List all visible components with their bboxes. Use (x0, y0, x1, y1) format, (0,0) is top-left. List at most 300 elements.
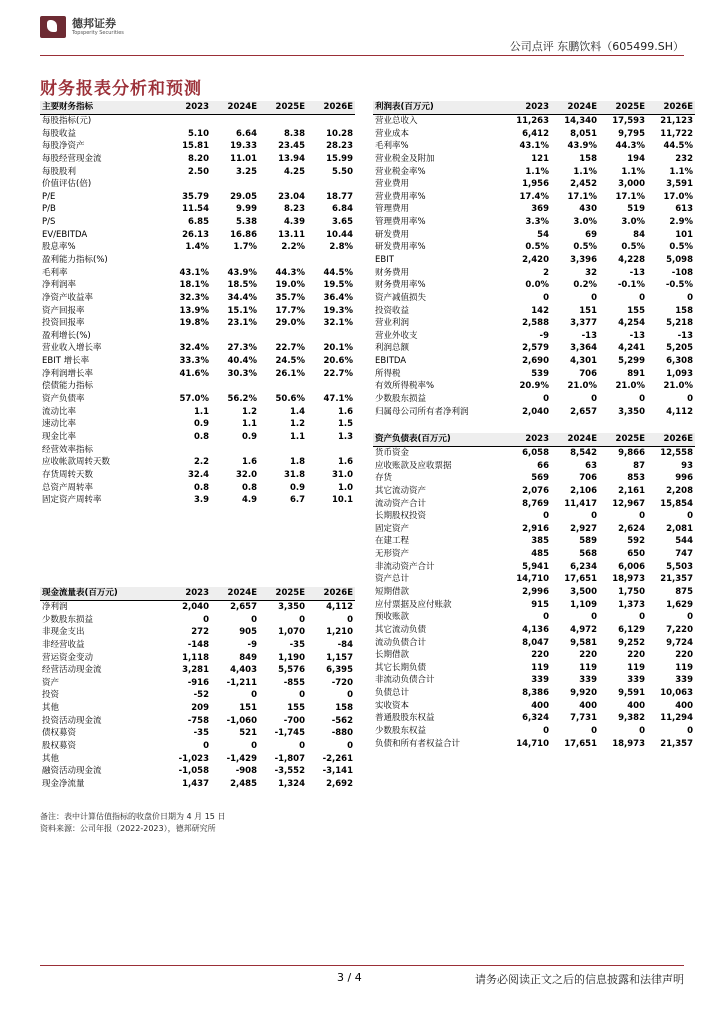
cell-value: 4.9 (241, 495, 257, 506)
cell-value (211, 254, 259, 267)
cell-value: 6,412 (522, 128, 549, 139)
cell-value: 34.4% (227, 292, 257, 303)
table-row (373, 178, 695, 191)
cell-value: 2,588 (522, 318, 549, 329)
cell-value: 1,373 (618, 599, 645, 610)
logo-icon (40, 16, 66, 38)
cell-value: -1,060 (226, 715, 257, 726)
row-label: 固定资产周转率 (42, 495, 102, 506)
row-label: 负债和所有者权益合计 (375, 738, 461, 749)
cell-value (307, 178, 355, 191)
cell-value: -720 (331, 677, 353, 688)
cell-value: 3.3% (525, 217, 549, 228)
cell-value: 10,063 (660, 688, 693, 699)
cell-value: 151 (579, 305, 597, 316)
cell-value: 93 (681, 460, 693, 471)
row-label: 负债总计 (375, 688, 410, 699)
cell-value: 4,112 (666, 406, 693, 417)
cell-value: 1.5 (337, 419, 353, 430)
cell-value: 31.0 (332, 469, 353, 480)
cell-value: 33.3% (179, 356, 209, 367)
cell-value: 18.1% (179, 280, 209, 291)
row-label: 非流动负债合计 (375, 675, 435, 686)
note-line: 备注：表中计算估值指标的收盘价日期为 4 月 15 日 (40, 812, 226, 821)
cell-value: 0 (591, 511, 597, 522)
table-row (40, 241, 355, 254)
cell-value: 0.5% (621, 242, 645, 253)
cell-value: 3,396 (570, 255, 597, 265)
cell-value: 19.0% (275, 280, 305, 291)
cell-value: 0.8 (241, 482, 257, 493)
table-row (40, 203, 355, 216)
cell-value: 0 (639, 726, 645, 737)
row-label: 研发费用率% (375, 242, 426, 253)
cell-value: 19.8% (179, 318, 209, 329)
cell-value: 119 (579, 662, 597, 673)
table-row (40, 639, 355, 652)
cell-value: 5,503 (666, 561, 693, 572)
cell-value: 0 (203, 741, 209, 751)
cell-value: 18,973 (612, 574, 645, 585)
cell-value: 56.2% (227, 394, 257, 405)
cell-value (163, 330, 211, 343)
row-label: 管理费用 (375, 204, 410, 215)
table-row (40, 676, 355, 689)
page-number: 3 / 4 (337, 971, 362, 984)
cell-value: 0.0% (525, 280, 549, 291)
table-row (40, 689, 355, 702)
row-label: 营业税金率% (375, 166, 426, 177)
cell-value: 26.1% (275, 368, 305, 379)
cell-value: 650 (627, 549, 645, 560)
cell-value: 1,629 (666, 599, 693, 610)
page-title: 财务报表分析和预测 (40, 79, 202, 99)
cell-value: 3,350 (618, 406, 645, 417)
row-label: 净利润 (42, 601, 68, 612)
row-label: 总资产周转率 (42, 482, 94, 493)
cell-value: 6,308 (666, 356, 693, 367)
cell-value: 121 (531, 153, 549, 164)
cell-value: 17,593 (612, 115, 645, 126)
cell-value: 3.25 (236, 166, 257, 177)
cell-value: 27.3% (227, 343, 257, 354)
year-header: 2026E (307, 101, 355, 114)
table-row (373, 254, 695, 267)
disclaimer: 请务必阅读正文之后的信息披露和法律声明 (475, 973, 684, 986)
cell-value: 400 (579, 700, 597, 711)
cell-value: 1.2 (241, 406, 257, 417)
cell-value: 0 (591, 726, 597, 737)
year-header: 2023 (503, 101, 551, 114)
cell-value: 5,218 (666, 318, 693, 329)
report-header: 公司点评 东鹏饮料（605499.SH） (509, 40, 684, 53)
cell-value: 50.6% (275, 394, 305, 405)
row-label: 财务费用 (375, 267, 410, 278)
row-label: 经营活动现金流 (42, 665, 102, 676)
row-label: 营业总收入 (375, 115, 418, 126)
cell-value: -758 (187, 715, 209, 726)
cell-value (259, 178, 307, 191)
row-label: 经营效率指标 (42, 444, 94, 455)
cell-value: 1.6 (337, 457, 353, 468)
row-label: 每股净资产 (42, 141, 85, 152)
cell-value: 23.04 (278, 191, 305, 202)
cell-value: 13.11 (278, 229, 305, 240)
cell-value: 519 (627, 204, 645, 215)
row-label: EBIT (375, 255, 394, 265)
cell-value: 220 (675, 650, 693, 661)
row-label: 管理费用率% (375, 217, 426, 228)
row-label: 长期借款 (375, 650, 410, 661)
cell-value: 2.8% (329, 242, 353, 253)
year-header: 2025E (259, 587, 307, 600)
table-title: 现金流量表(百万元) (40, 587, 163, 600)
table-title: 利润表(百万元) (373, 101, 503, 114)
table-row (40, 254, 355, 267)
table-row (40, 380, 355, 393)
table-row (40, 494, 355, 507)
cell-value: 430 (579, 204, 597, 215)
cell-value: 15,854 (660, 498, 693, 509)
cell-value: 26.13 (182, 229, 209, 240)
cell-value: 0 (347, 614, 353, 625)
cell-value: 3,591 (666, 179, 693, 190)
cell-value: -3,552 (274, 766, 305, 777)
cell-value: 9,724 (666, 637, 693, 648)
row-label: 偿债能力指标 (42, 381, 94, 392)
cell-value: 232 (675, 153, 693, 164)
table-row (40, 304, 355, 317)
logo-name: 德邦证券 (72, 16, 116, 30)
row-label: 债权募资 (42, 728, 77, 739)
cell-value (211, 443, 259, 456)
row-label: P/S (42, 217, 56, 228)
cell-value: 19.5% (323, 280, 353, 291)
notes (40, 811, 225, 835)
row-label: 在建工程 (375, 536, 410, 547)
table-row (40, 765, 355, 778)
cell-value: 400 (675, 700, 693, 711)
table-row (373, 712, 695, 725)
row-label: 货币资金 (375, 447, 410, 458)
cell-value: 21,357 (660, 738, 693, 749)
table-header-row (40, 587, 355, 600)
cell-value: 0 (687, 511, 693, 522)
cell-value: 10.28 (326, 128, 353, 139)
cell-value: 2,657 (570, 406, 597, 417)
cell-value: 2,040 (522, 406, 549, 417)
cell-value: 30.3% (227, 368, 257, 379)
table-title: 资产负债表(百万元) (373, 433, 503, 446)
table-row (40, 279, 355, 292)
cell-value: -855 (283, 677, 305, 688)
cell-value: 0 (251, 741, 257, 751)
cell-value: 1.1 (241, 419, 257, 430)
row-label: 应收账款及应收票据 (375, 460, 452, 471)
cell-value: 3,350 (278, 601, 305, 612)
cell-value: 35.79 (182, 191, 209, 202)
cell-value: 2.2% (281, 242, 305, 253)
cell-value (259, 380, 307, 393)
cell-value: -3,141 (322, 766, 353, 777)
cell-value: 0.8 (193, 482, 209, 493)
cell-value (211, 114, 259, 127)
cell-value: 155 (627, 305, 645, 316)
cell-value: 1.1% (573, 166, 597, 177)
cell-value: 44.5% (663, 141, 693, 152)
cell-value: -562 (331, 715, 353, 726)
table-row (40, 443, 355, 456)
cell-value: 0.9 (193, 419, 209, 430)
row-label: 投资收益 (375, 305, 410, 316)
cell-value (307, 330, 355, 343)
cell-value (259, 443, 307, 456)
row-label: 投资回报率 (42, 318, 85, 329)
row-label: 少数股东损益 (42, 614, 94, 625)
cell-value: 0.5% (525, 242, 549, 253)
table-row (373, 510, 695, 523)
cell-value: 0 (687, 726, 693, 737)
cell-value: 14,710 (516, 738, 549, 749)
row-label: 资产回报率 (42, 305, 85, 316)
table-row (373, 699, 695, 712)
table-row (373, 737, 695, 750)
cell-value: 2,076 (522, 485, 549, 496)
table-row (373, 674, 695, 687)
row-label: 其他 (42, 703, 60, 714)
cell-value: 17.0% (663, 191, 693, 202)
cell-value: 24.5% (275, 356, 305, 367)
cell-value: 0.5% (573, 242, 597, 253)
cell-value: 21,123 (660, 115, 693, 126)
cell-value: 613 (675, 204, 693, 215)
cell-value: 2,452 (570, 179, 597, 190)
cell-value: 0 (687, 292, 693, 303)
cell-value: 544 (675, 536, 693, 547)
cell-value (259, 254, 307, 267)
row-label: 盈利能力指标(%) (42, 255, 108, 265)
cell-value: 209 (191, 703, 209, 714)
row-label: 固定资产 (375, 523, 410, 534)
cell-value: 155 (287, 703, 305, 714)
table-row (40, 727, 355, 740)
year-header: 2026E (647, 101, 695, 114)
row-label: 营业外收支 (375, 330, 418, 341)
cell-value: 2,579 (522, 343, 549, 354)
cell-value: 9,920 (570, 688, 597, 699)
cell-value: 15.99 (326, 153, 353, 164)
cell-value: 5,576 (278, 665, 305, 676)
cell-value: 5.50 (332, 166, 353, 177)
row-label: 普通股股东权益 (375, 713, 435, 724)
cell-value: 119 (675, 662, 693, 673)
table-row (40, 626, 355, 639)
table-row (40, 600, 355, 613)
table-row (40, 456, 355, 469)
cell-value: 996 (675, 473, 693, 484)
row-label: 资产总计 (375, 574, 410, 585)
cell-value: 891 (627, 368, 645, 379)
cell-value (259, 330, 307, 343)
cell-value (211, 380, 259, 393)
table-row (40, 228, 355, 241)
table-row (373, 687, 695, 700)
table-row (373, 330, 695, 343)
row-label: EV/EBITDA (42, 229, 88, 240)
cell-value: 1.2 (289, 419, 305, 430)
cell-value: 539 (531, 368, 549, 379)
row-label: 资产负债率 (42, 394, 85, 405)
row-label: 存货 (375, 473, 393, 484)
cell-value: 66 (537, 460, 549, 471)
cell-value: 21.0% (663, 381, 693, 392)
cell-value: 849 (239, 652, 257, 663)
row-label: 现金比率 (42, 431, 77, 442)
cell-value: 0 (591, 292, 597, 303)
footer-divider (40, 965, 684, 966)
table-row (373, 266, 695, 279)
cell-value: 339 (627, 675, 645, 686)
row-label: EBITDA (375, 356, 407, 367)
year-header: 2026E (647, 433, 695, 446)
cell-value: 28.23 (326, 141, 353, 152)
cell-value: 3,281 (182, 665, 209, 676)
cell-value: 17,651 (564, 738, 597, 749)
cell-value: -700 (283, 715, 305, 726)
cell-value: -13 (629, 267, 645, 278)
cell-value: 0 (639, 292, 645, 303)
row-label: 实收资本 (375, 700, 410, 711)
cell-value: 2 (543, 267, 549, 278)
cell-value: 2,657 (230, 601, 257, 612)
cell-value: 0.8 (193, 431, 209, 442)
cell-value: 44.3% (615, 141, 645, 152)
row-label: 现金净流量 (42, 778, 85, 789)
cell-value: 3,377 (570, 318, 597, 329)
table-row (373, 380, 695, 393)
cell-value: -1,807 (274, 753, 305, 764)
cell-value: 3.0% (621, 217, 645, 228)
cell-value: -9 (247, 639, 257, 650)
cell-value: 1.0 (337, 482, 353, 493)
table-row (40, 330, 355, 343)
cell-value: 5,299 (618, 356, 645, 367)
cell-value: 220 (579, 650, 597, 661)
cell-value: 2.9% (669, 217, 693, 228)
table-row (373, 497, 695, 510)
cell-value: 339 (579, 675, 597, 686)
cell-value: 220 (531, 650, 549, 661)
cell-value: 4,301 (570, 356, 597, 367)
cell-value: 0 (543, 726, 549, 737)
cell-value: 0 (591, 612, 597, 623)
cell-value: 32.1% (323, 318, 353, 329)
cell-value: 0 (299, 690, 305, 701)
cell-value: 17.4% (519, 191, 549, 202)
cell-value (259, 114, 307, 127)
row-label: 营业费用 (375, 179, 410, 190)
cell-value: 6,234 (570, 561, 597, 572)
year-header: 2025E (599, 101, 647, 114)
cell-value: 1.8 (289, 457, 305, 468)
cell-value: 706 (579, 368, 597, 379)
row-label: 财务费用率% (375, 280, 426, 291)
table-row (40, 740, 355, 753)
cell-value: 40.4% (227, 356, 257, 367)
cell-value: 905 (239, 627, 257, 638)
cell-value: 369 (531, 204, 549, 215)
cell-value (163, 443, 211, 456)
table-row (40, 165, 355, 178)
table-row (373, 649, 695, 662)
row-label: 存货周转天数 (42, 469, 94, 480)
table-row (373, 624, 695, 637)
cell-value: 521 (239, 728, 257, 739)
table-row (373, 662, 695, 675)
cell-value: 9,795 (618, 128, 645, 139)
cell-value: 44.3% (275, 267, 305, 278)
table-row (40, 431, 355, 444)
cell-value: 21,357 (660, 574, 693, 585)
cell-value: 32.3% (179, 292, 209, 303)
table-row (373, 586, 695, 599)
row-label: 流动资产合计 (375, 498, 427, 509)
row-label: 短期借款 (375, 587, 410, 597)
table-row (373, 636, 695, 649)
cell-value: 0 (591, 394, 597, 405)
cell-value: 0.9 (289, 482, 305, 493)
cell-value: 2,081 (666, 523, 693, 534)
year-header: 2024E (211, 587, 259, 600)
row-label: 资产减值损失 (375, 292, 427, 303)
row-label: 流动比率 (42, 406, 77, 417)
row-label: 有效所得税率% (375, 381, 435, 392)
cell-value: 1,750 (618, 587, 645, 597)
cell-value: 2,624 (618, 523, 645, 534)
row-label: 长期股权投资 (375, 511, 427, 522)
cell-value: 0 (347, 741, 353, 751)
row-label: 净利润率 (42, 280, 77, 291)
row-label: 股息率% (42, 242, 76, 253)
cell-value: -1,429 (226, 753, 257, 764)
cell-value: 0 (251, 614, 257, 625)
cell-value: 22.7% (275, 343, 305, 354)
cell-value: 22.7% (323, 368, 353, 379)
cell-value: 0 (203, 614, 209, 625)
row-label: 无形资产 (375, 549, 410, 560)
cell-value: 13.9% (179, 305, 209, 316)
cell-value: 23.1% (227, 318, 257, 329)
income-statement-table (373, 101, 695, 418)
table-row (373, 317, 695, 330)
cell-value: 11,294 (660, 713, 693, 724)
cell-value: 9,866 (618, 447, 645, 458)
cell-value: -13 (629, 330, 645, 341)
cell-value: 1,093 (666, 368, 693, 379)
cell-value: 4,972 (570, 624, 597, 635)
cell-value: 31.8 (284, 469, 305, 480)
cell-value: 9,591 (618, 688, 645, 699)
year-header: 2025E (599, 433, 647, 446)
table-header-row (373, 433, 695, 446)
cell-value: 8.23 (284, 204, 305, 215)
cell-value: 18.77 (326, 191, 353, 202)
table-header-row (40, 101, 355, 114)
table-row (40, 481, 355, 494)
year-header: 2024E (211, 101, 259, 114)
cell-value (163, 114, 211, 127)
cell-value: 1,190 (278, 652, 305, 663)
